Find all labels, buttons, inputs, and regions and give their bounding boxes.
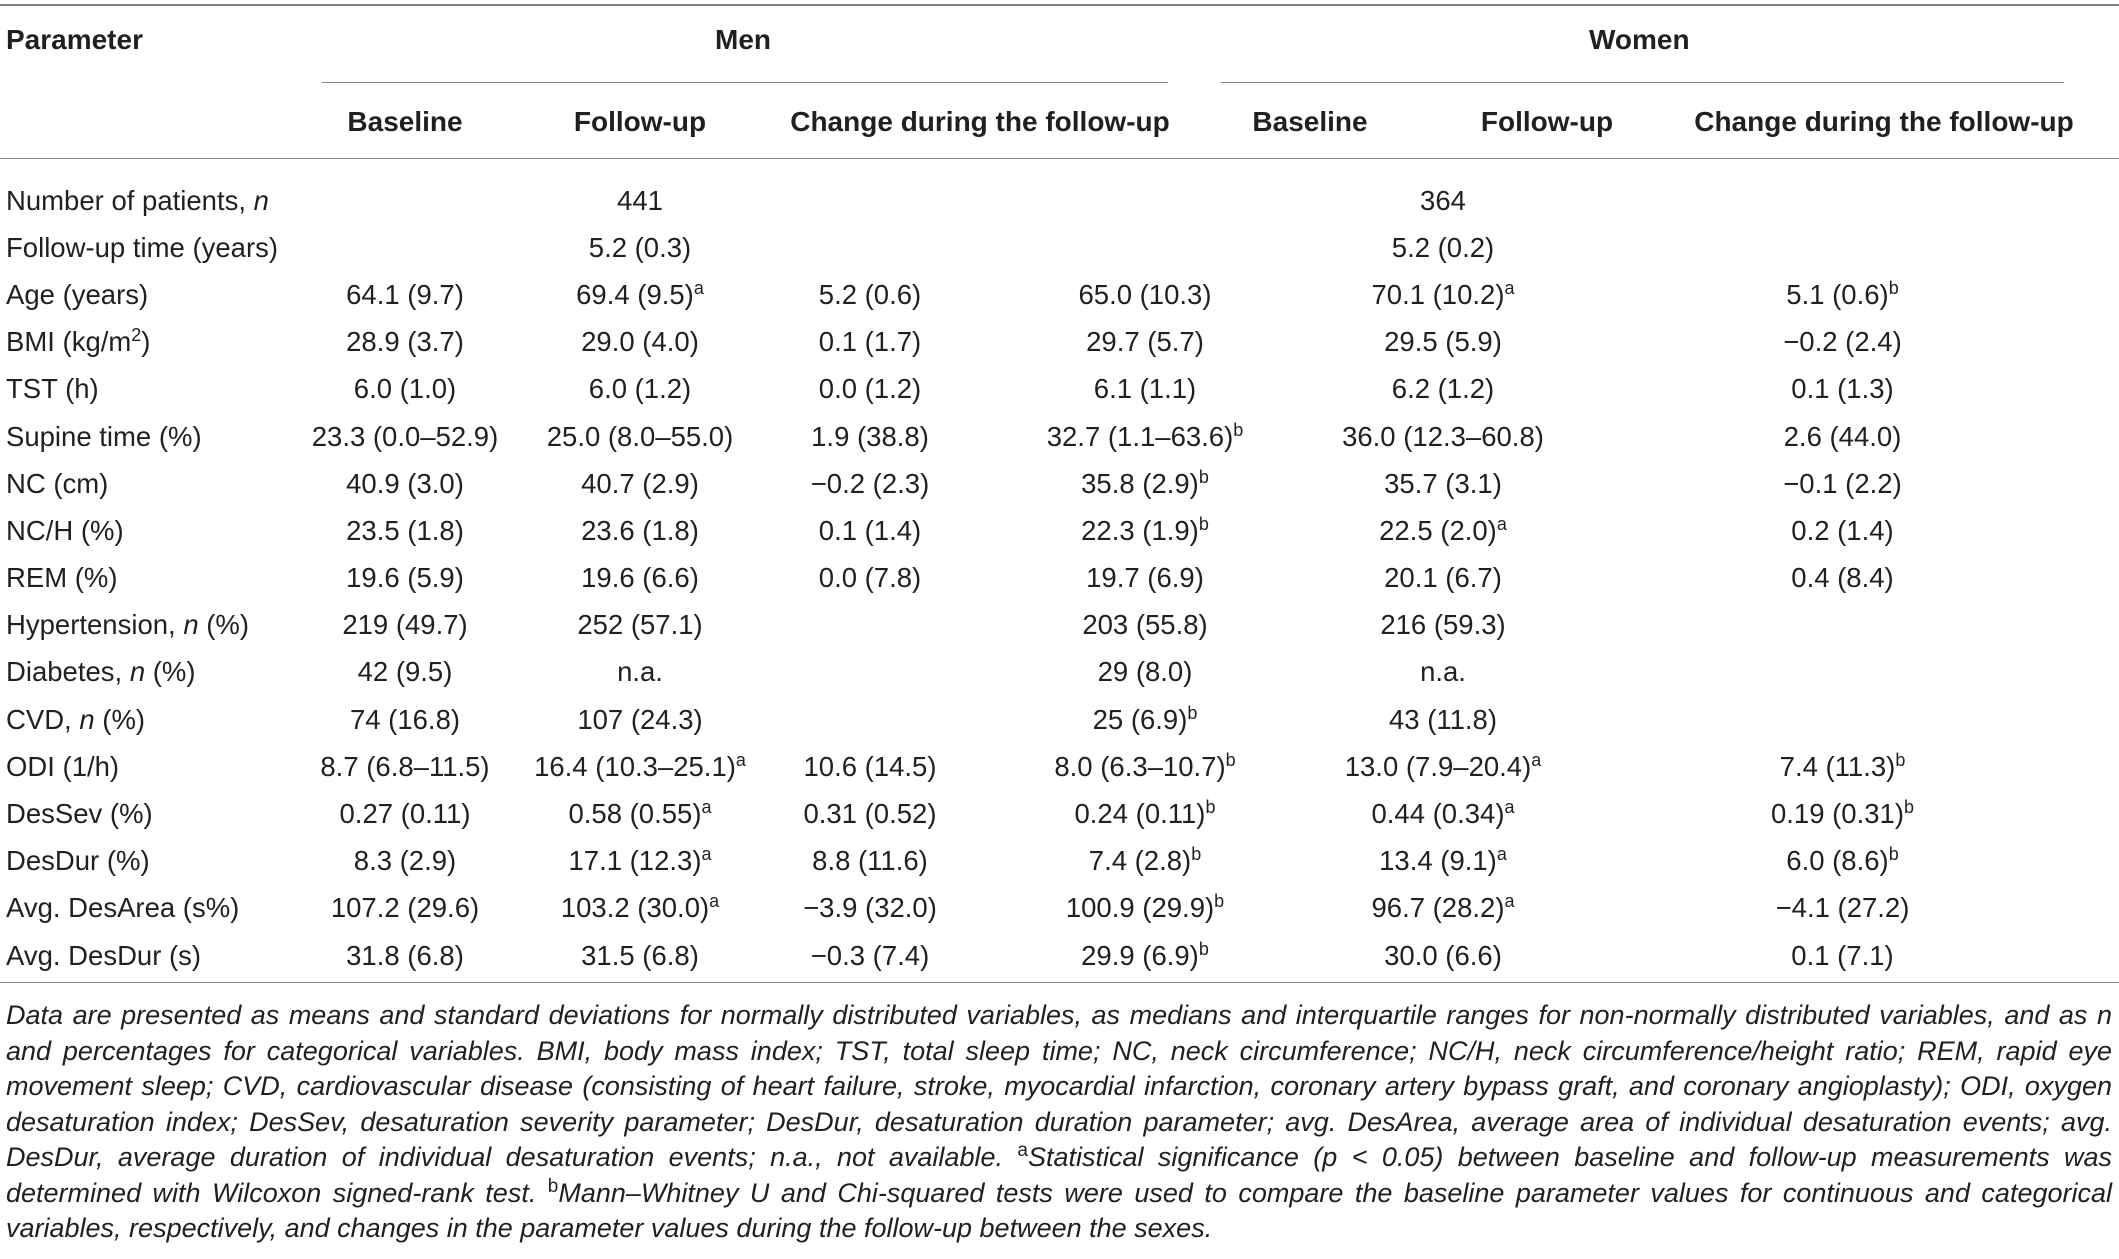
- table-cell: [970, 366, 1320, 413]
- table-cell: [300, 460, 510, 507]
- table-cell: [300, 790, 510, 837]
- table-cell: [1320, 413, 1566, 460]
- table-cell: [510, 460, 770, 507]
- table-row: [0, 460, 2119, 507]
- cell-value: 32.7 (1.1–63.6): [1046, 420, 1234, 452]
- parameter-label: Avg. DesArea (s%): [6, 892, 240, 924]
- table-cell: [300, 838, 510, 885]
- cell-footnote-marker: a: [701, 844, 712, 865]
- data-table: [0, 177, 2119, 979]
- cell-value: 8.3 (2.9): [353, 845, 457, 877]
- cell-value: 42 (9.5): [357, 656, 453, 688]
- parameter-variable: n: [129, 656, 146, 688]
- cell-value: 20.1 (6.7): [1384, 562, 1502, 594]
- cell-value: 65.0 (10.3): [1078, 278, 1212, 310]
- table-cell: [510, 271, 770, 318]
- table-cell: [1566, 366, 2119, 413]
- cell-value: 64.1 (9.7): [346, 278, 464, 310]
- cell-value: 16.4 (10.3–25.1): [534, 750, 736, 782]
- cell-footnote-marker: b: [1205, 796, 1216, 817]
- footnote-main: Data are presented as means and standard deviations for normally distributed variables, as medians and interquartile ranges for non-normally distributed variables, and as n and percentages for categorical variables. BMI, body mass index; TST, total sleep time; NC, neck circumference; NC/H, neck circumference/height ratio; REM, rapid eye movement sleep; CVD, cardiovascular disease (consisting of heart failure, stroke, myocardial infarction, coronary artery bypass graft, and coronary angioplasty); ODI, oxygen desaturation index; DesSev, desaturation severity parameter; DesDur, desaturation duration parameter; avg. DesArea, average area of individual desaturation events; avg. DesDur, average duration of individual desaturation events; n.a., not available.: [6, 1000, 2112, 1172]
- parameter-label: Supine time (%): [6, 420, 202, 452]
- bottom-rule: [0, 982, 2119, 983]
- cell-footnote-marker: a: [709, 891, 720, 912]
- cell-value: 69.4 (9.5): [576, 278, 694, 310]
- cell-footnote-marker: b: [1191, 844, 1202, 865]
- table-cell: [1566, 602, 2119, 649]
- cell-value: 219 (49.7): [342, 609, 468, 641]
- cell-value: 36.0 (12.3–60.8): [1342, 420, 1544, 452]
- cell-footnote-marker: b: [1187, 702, 1198, 723]
- table-cell: [970, 602, 1320, 649]
- cell-footnote-marker: a: [1496, 844, 1507, 865]
- header-women: Women: [1589, 24, 1690, 55]
- parameter-suffix: (%): [94, 703, 146, 735]
- row-parameter: [0, 460, 300, 507]
- cell-value: 22.5 (2.0): [1379, 514, 1497, 546]
- cell-value: 23.3 (0.0–52.9): [311, 420, 499, 452]
- cell-value: 25.0 (8.0–55.0): [546, 420, 734, 452]
- table-cell: [770, 743, 970, 790]
- cell-value: 29.0 (4.0): [581, 326, 699, 358]
- row-parameter: [0, 507, 300, 554]
- table-cell: [1320, 932, 1566, 979]
- table-cell: [510, 838, 770, 885]
- table-cell: [1566, 555, 2119, 602]
- table-cell: [770, 649, 970, 696]
- cell-value: 13.4 (9.1): [1379, 845, 1497, 877]
- cell-value: 0.27 (0.11): [339, 798, 471, 830]
- parameter-label: Avg. DesDur (s): [6, 939, 202, 971]
- cell-value: 29.5 (5.9): [1384, 326, 1502, 358]
- table-cell: [1566, 838, 2119, 885]
- cell-value: 0.31 (0.52): [803, 798, 937, 830]
- cell-value: 28.9 (3.7): [346, 326, 464, 358]
- table-cell: [1566, 696, 2119, 743]
- table-cell: [510, 177, 770, 224]
- parameter-label: CVD,: [6, 703, 80, 735]
- parameter-label: Follow-up time (years): [6, 231, 279, 263]
- parameter-label: Number of patients,: [6, 184, 254, 216]
- table-cell: [300, 696, 510, 743]
- cell-footnote-marker: b: [1198, 466, 1209, 487]
- cell-value: −0.2 (2.3): [810, 467, 930, 499]
- table-cell: [770, 838, 970, 885]
- cell-value: 1.9 (38.8): [811, 420, 929, 452]
- table-cell: [770, 790, 970, 837]
- table-cell: [510, 555, 770, 602]
- cell-value: −3.9 (32.0): [803, 892, 937, 924]
- cell-footnote-marker: b: [1198, 938, 1209, 959]
- table-cell: [770, 319, 970, 366]
- table-cell: [300, 507, 510, 554]
- cell-value: 5.2 (0.6): [818, 278, 922, 310]
- header-men: Men: [715, 24, 771, 55]
- cell-value: 13.0 (7.9–20.4): [1344, 750, 1532, 782]
- cell-value: 40.7 (2.9): [581, 467, 699, 499]
- footnote-a-text: Statistical significance (p < 0.05) between baseline and follow-up measurements was determined with Wilcoxon signed-rank test.: [6, 1142, 2112, 1208]
- table-row: [0, 507, 2119, 554]
- parameter-label: DesSev (%): [6, 798, 153, 830]
- cell-value: 96.7 (28.2): [1371, 892, 1505, 924]
- cell-value: 35.8 (2.9): [1081, 467, 1199, 499]
- table-cell: [1320, 319, 1566, 366]
- row-parameter: [0, 271, 300, 318]
- table-cell: [970, 271, 1320, 318]
- cell-value: 19.6 (5.9): [346, 562, 464, 594]
- cell-value: 0.2 (1.4): [1791, 514, 1894, 546]
- header-parameter: Parameter: [6, 24, 143, 55]
- table-cell: [770, 460, 970, 507]
- table-row: [0, 555, 2119, 602]
- row-parameter: [0, 602, 300, 649]
- cell-value: 17.1 (12.3): [568, 845, 702, 877]
- footnote-b-text: Mann–Whitney U and Chi-squared tests were used to compare the baseline parameter values for continuous and categorical variables, respectively, and changes in the parameter values during the follow-up between the sexes.: [6, 1177, 2112, 1243]
- cell-value: 364: [1420, 184, 1466, 216]
- cell-footnote-marker: b: [1888, 277, 1899, 298]
- table-cell: [300, 271, 510, 318]
- table-cell: [1566, 743, 2119, 790]
- table-cell: [770, 507, 970, 554]
- row-parameter: [0, 838, 300, 885]
- parameter-label: REM (%): [6, 562, 118, 594]
- table-cell: [970, 555, 1320, 602]
- women-group-rule: [1221, 82, 2064, 83]
- cell-value: 7.4 (11.3): [1779, 750, 1896, 782]
- cell-value: 29 (8.0): [1097, 656, 1193, 688]
- table-row: [0, 696, 2119, 743]
- table-cell: [300, 177, 510, 224]
- parameter-superscript: 2: [131, 325, 142, 345]
- table-row: [0, 271, 2119, 318]
- table-cell: [770, 885, 970, 932]
- cell-footnote-marker: a: [1504, 277, 1515, 298]
- table-cell: [970, 790, 1320, 837]
- header-rule: [0, 158, 2119, 159]
- cell-value: 0.4 (8.4): [1791, 562, 1894, 594]
- table-cell: [300, 932, 510, 979]
- cell-value: 103.2 (30.0): [560, 892, 710, 924]
- table-cell: [1320, 743, 1566, 790]
- table-row: [0, 319, 2119, 366]
- cell-footnote-marker: b: [1888, 844, 1899, 865]
- table-cell: [510, 602, 770, 649]
- parameter-suffix: ): [141, 326, 151, 358]
- cell-value: 203 (55.8): [1082, 609, 1208, 641]
- cell-value: 19.7 (6.9): [1086, 562, 1204, 594]
- row-parameter: [0, 932, 300, 979]
- cell-value: −0.2 (2.4): [1783, 326, 1902, 358]
- cell-value: −4.1 (27.2): [1775, 892, 1910, 924]
- cell-value: 0.24 (0.11): [1074, 798, 1206, 830]
- cell-value: −0.3 (7.4): [810, 939, 930, 971]
- cell-value: 5.2 (0.2): [1391, 231, 1495, 263]
- cell-value: 31.8 (6.8): [346, 939, 464, 971]
- cell-value: 0.1 (1.3): [1791, 373, 1894, 405]
- table-cell: [300, 366, 510, 413]
- parameter-label: NC/H (%): [6, 514, 124, 546]
- table-cell: [770, 602, 970, 649]
- table-cell: [970, 413, 1320, 460]
- cell-footnote-marker: a: [701, 796, 712, 817]
- cell-value: 216 (59.3): [1380, 609, 1506, 641]
- cell-value: 6.0 (1.2): [588, 373, 692, 405]
- table-cell: [970, 649, 1320, 696]
- cell-value: 107 (24.3): [577, 703, 703, 735]
- row-parameter: [0, 413, 300, 460]
- parameter-label: ODI (1/h): [6, 750, 120, 782]
- cell-value: 0.1 (1.4): [818, 514, 922, 546]
- table-cell: [970, 696, 1320, 743]
- row-parameter: [0, 649, 300, 696]
- table-cell: [970, 838, 1320, 885]
- table-cell: [970, 743, 1320, 790]
- men-group-rule: [322, 82, 1168, 83]
- table-cell: [1320, 460, 1566, 507]
- col-men-baseline: Baseline: [347, 106, 463, 137]
- parameter-variable: n: [253, 184, 269, 216]
- col-men-change: Change during the follow-up: [790, 106, 1170, 137]
- table-cell: [510, 649, 770, 696]
- cell-value: 6.2 (1.2): [1391, 373, 1495, 405]
- table-cell: [510, 224, 770, 271]
- cell-value: 23.5 (1.8): [346, 514, 464, 546]
- cell-value: n.a.: [617, 656, 663, 688]
- table-cell: [510, 696, 770, 743]
- col-men-followup: Follow-up: [573, 106, 707, 137]
- table-cell: [510, 743, 770, 790]
- cell-footnote-marker: a: [1496, 513, 1507, 534]
- table-cell: [1566, 224, 2119, 271]
- table-cell: [970, 177, 1320, 224]
- table-cell: [300, 602, 510, 649]
- cell-value: 0.1 (1.7): [818, 326, 922, 358]
- table-cell: [1566, 271, 2119, 318]
- cell-footnote-marker: a: [693, 277, 704, 298]
- top-rule: [0, 4, 2119, 6]
- cell-value: −0.1 (2.2): [1783, 467, 1902, 499]
- table-cell: [770, 177, 970, 224]
- cell-value: 0.0 (7.8): [818, 562, 922, 594]
- cell-footnote-marker: a: [1504, 891, 1515, 912]
- cell-value: 5.2 (0.3): [588, 231, 692, 263]
- table-row: [0, 366, 2119, 413]
- cell-value: 70.1 (10.2): [1371, 278, 1505, 310]
- cell-value: 0.44 (0.34): [1371, 798, 1505, 830]
- cell-value: 6.0 (1.0): [353, 373, 457, 405]
- cell-value: 8.8 (11.6): [812, 845, 928, 877]
- col-women-followup: Follow-up: [1480, 106, 1614, 137]
- cell-value: 35.7 (3.1): [1384, 467, 1502, 499]
- table-cell: [300, 224, 510, 271]
- cell-value: 8.0 (6.3–10.7): [1054, 750, 1226, 782]
- table-cell: [970, 932, 1320, 979]
- table-cell: [1320, 507, 1566, 554]
- parameter-label: Diabetes,: [6, 656, 130, 688]
- table-cell: [970, 507, 1320, 554]
- cell-value: 22.3 (1.9): [1081, 514, 1199, 546]
- row-parameter: [0, 319, 300, 366]
- table-cell: [1320, 224, 1566, 271]
- row-parameter: [0, 555, 300, 602]
- table-cell: [1320, 696, 1566, 743]
- table-footnote: [6, 998, 2112, 1247]
- table-cell: [1566, 649, 2119, 696]
- table-row: [0, 838, 2119, 885]
- table-cell: [510, 413, 770, 460]
- cell-value: 31.5 (6.8): [581, 939, 699, 971]
- table-cell: [1566, 177, 2119, 224]
- cell-value: 40.9 (3.0): [346, 467, 464, 499]
- table-cell: [510, 319, 770, 366]
- table-cell: [1320, 177, 1566, 224]
- table-cell: [1566, 885, 2119, 932]
- table-cell: [300, 649, 510, 696]
- table-cell: [1566, 790, 2119, 837]
- parameter-label: TST (h): [6, 373, 99, 405]
- cell-footnote-marker: b: [1904, 796, 1915, 817]
- parameter-label: BMI (kg/m: [6, 326, 132, 358]
- cell-footnote-marker: a: [1531, 749, 1542, 770]
- parameter-suffix: (%): [145, 656, 196, 688]
- row-parameter: [0, 885, 300, 932]
- table-cell: [770, 555, 970, 602]
- cell-value: 100.9 (29.9): [1065, 892, 1215, 924]
- parameter-variable: n: [79, 703, 95, 735]
- table-row: [0, 790, 2119, 837]
- cell-value: 6.0 (8.6): [1786, 845, 1889, 877]
- table-cell: [1566, 507, 2119, 554]
- cell-value: 7.4 (2.8): [1088, 845, 1192, 877]
- table-cell: [770, 224, 970, 271]
- cell-value: 6.1 (1.1): [1093, 373, 1197, 405]
- cell-value: 29.9 (6.9): [1081, 939, 1199, 971]
- table-cell: [300, 413, 510, 460]
- table-cell: [300, 319, 510, 366]
- cell-value: 2.6 (44.0): [1783, 420, 1902, 452]
- cell-footnote-marker: a: [1504, 796, 1515, 817]
- parameter-label: Age (years): [6, 278, 149, 310]
- table-cell: [1320, 649, 1566, 696]
- cell-value: 43 (11.8): [1388, 703, 1498, 735]
- cell-value: 10.6 (14.5): [803, 750, 937, 782]
- cell-value: 0.0 (1.2): [818, 373, 922, 405]
- table-cell: [1320, 366, 1566, 413]
- table-row: [0, 602, 2119, 649]
- cell-value: 19.6 (6.6): [581, 562, 699, 594]
- table-cell: [1566, 413, 2119, 460]
- table-cell: [1320, 555, 1566, 602]
- cell-value: 25 (6.9): [1092, 703, 1188, 735]
- row-parameter: [0, 224, 300, 271]
- table-cell: [1320, 790, 1566, 837]
- parameter-label: DesDur (%): [6, 845, 150, 877]
- col-women-change: Change during the follow-up: [1694, 106, 2074, 137]
- table-cell: [1566, 460, 2119, 507]
- table-body: [0, 177, 2119, 979]
- cell-footnote-marker: b: [1895, 749, 1906, 770]
- table-cell: [1566, 319, 2119, 366]
- cell-value: 8.7 (6.8–11.5): [320, 750, 490, 782]
- table-cell: [300, 885, 510, 932]
- table-cell: [1320, 271, 1566, 318]
- table-row: [0, 649, 2119, 696]
- row-parameter: [0, 366, 300, 413]
- parameter-label: Hypertension,: [6, 609, 184, 641]
- parameter-label: NC (cm): [6, 467, 109, 499]
- cell-footnote-marker: b: [1214, 891, 1225, 912]
- table-cell: [1320, 838, 1566, 885]
- row-parameter: [0, 790, 300, 837]
- cell-value: 29.7 (5.7): [1086, 326, 1204, 358]
- table-row: [0, 743, 2119, 790]
- cell-value: 0.19 (0.31): [1770, 798, 1904, 830]
- cell-footnote-marker: b: [1198, 513, 1209, 534]
- cell-value: 5.1 (0.6): [1786, 278, 1889, 310]
- cell-value: 30.0 (6.6): [1384, 939, 1502, 971]
- table-cell: [1566, 932, 2119, 979]
- table-cell: [510, 790, 770, 837]
- cell-value: 441: [617, 184, 663, 216]
- cell-value: n.a.: [1420, 656, 1466, 688]
- table-cell: [970, 224, 1320, 271]
- row-parameter: [0, 696, 300, 743]
- table-cell: [970, 319, 1320, 366]
- cell-footnote-marker: b: [1233, 419, 1244, 440]
- table-cell: [510, 885, 770, 932]
- cell-value: 23.6 (1.8): [581, 514, 699, 546]
- cell-footnote-marker: a: [735, 749, 746, 770]
- table-cell: [510, 507, 770, 554]
- row-parameter: [0, 177, 300, 224]
- table-cell: [770, 696, 970, 743]
- cell-value: 252 (57.1): [577, 609, 703, 641]
- table-row: [0, 932, 2119, 979]
- table-cell: [510, 366, 770, 413]
- row-parameter: [0, 743, 300, 790]
- table-cell: [1320, 885, 1566, 932]
- cell-footnote-marker: b: [1225, 749, 1236, 770]
- parameter-suffix: (%): [198, 609, 250, 641]
- table-row: [0, 224, 2119, 271]
- cell-value: 0.58 (0.55): [568, 798, 702, 830]
- table-row: [0, 413, 2119, 460]
- table-cell: [300, 743, 510, 790]
- cell-value: 107.2 (29.6): [330, 892, 480, 924]
- table-cell: [510, 932, 770, 979]
- table-cell: [770, 932, 970, 979]
- footnote-b-marker: b: [547, 1175, 559, 1197]
- table-cell: [770, 366, 970, 413]
- table-row: [0, 885, 2119, 932]
- table-cell: [300, 555, 510, 602]
- table-cell: [970, 885, 1320, 932]
- table-cell: [770, 271, 970, 318]
- parameter-variable: n: [183, 609, 199, 641]
- table-cell: [1320, 602, 1566, 649]
- cell-value: 0.1 (7.1): [1791, 939, 1894, 971]
- table-cell: [770, 413, 970, 460]
- col-women-baseline: Baseline: [1252, 106, 1368, 137]
- cell-value: 74 (16.8): [349, 703, 461, 735]
- footnote-a-marker: a: [1017, 1140, 1028, 1161]
- table-cell: [970, 460, 1320, 507]
- table-row: [0, 177, 2119, 224]
